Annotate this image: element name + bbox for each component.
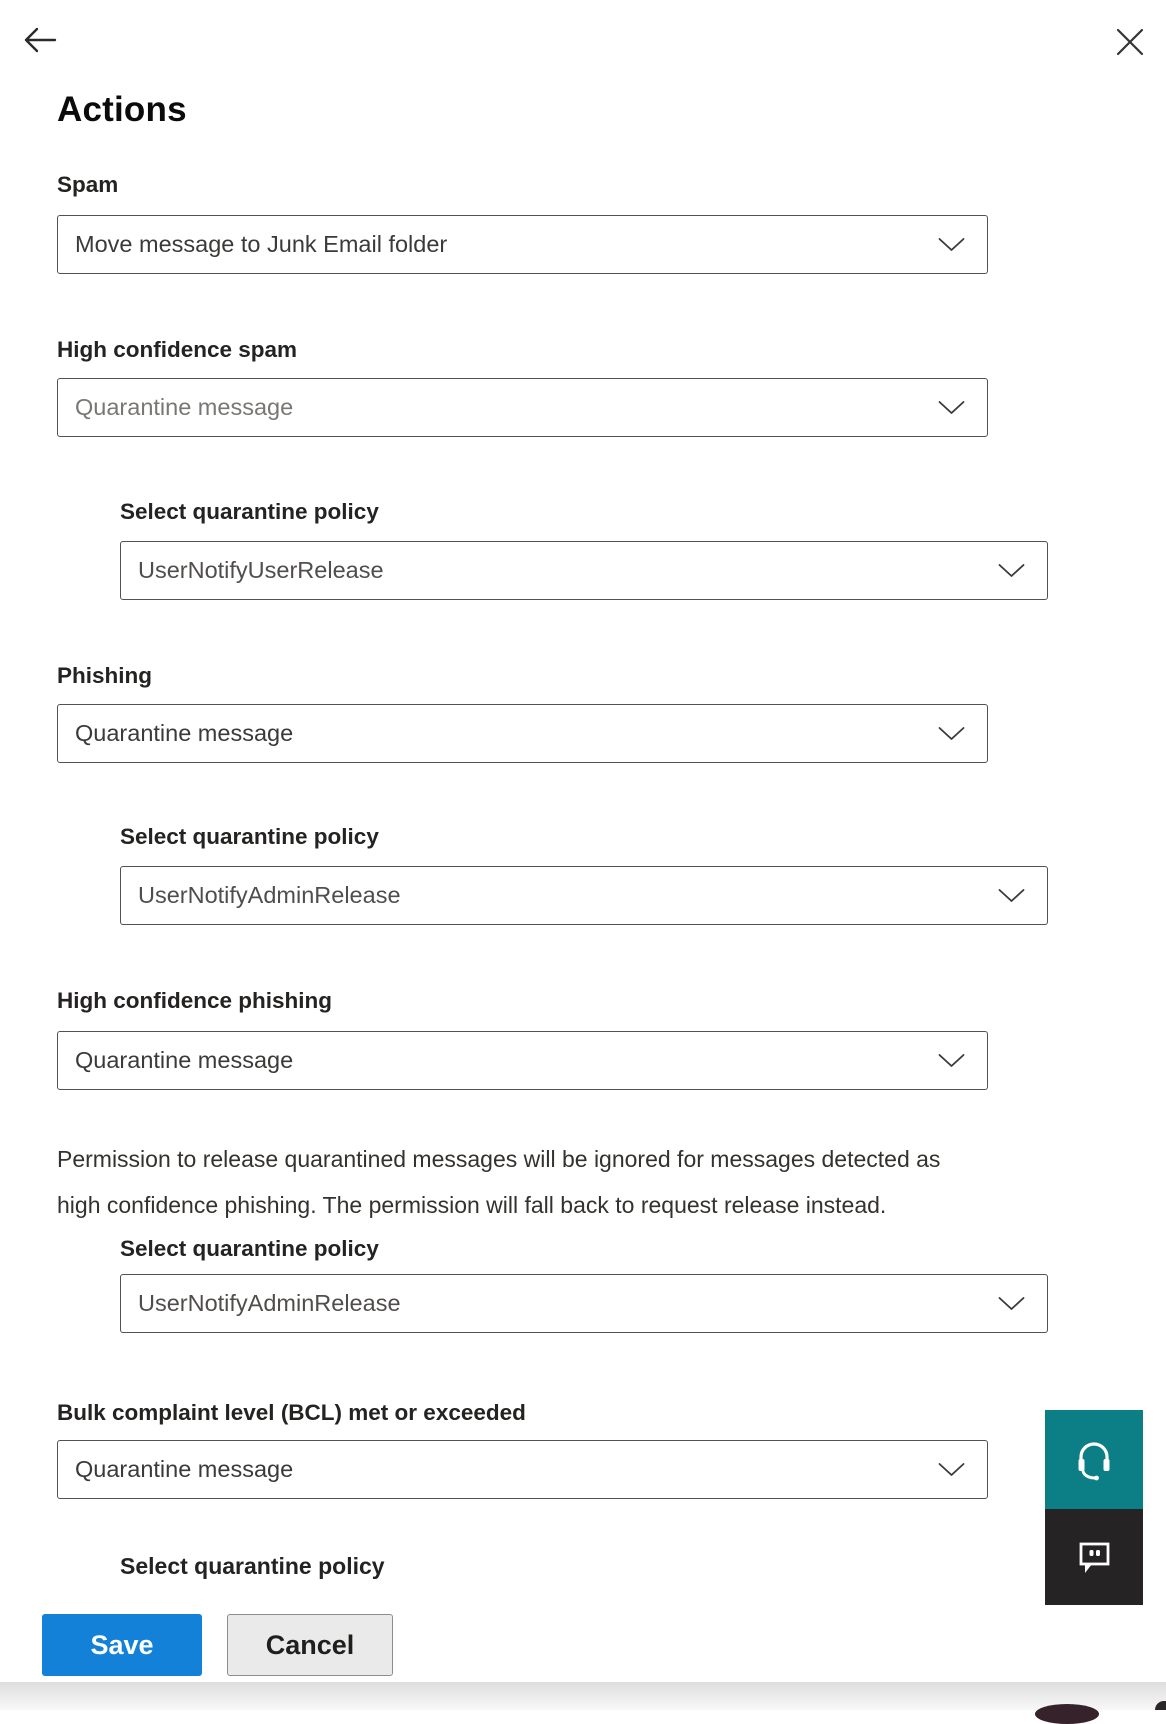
high-confidence-spam-select-value: Quarantine message — [75, 394, 294, 420]
close-icon — [1116, 28, 1144, 56]
phishing-quarantine-policy-value: UserNotifyAdminRelease — [138, 882, 401, 908]
arrow-left-icon — [22, 24, 58, 56]
save-button[interactable]: Save — [42, 1614, 202, 1676]
phishing-select-value: Quarantine message — [75, 720, 294, 746]
high-confidence-phishing-note — [57, 1136, 1067, 1228]
spam-select[interactable] — [57, 215, 988, 274]
phishing-quarantine-policy-select[interactable] — [120, 866, 1048, 925]
headset-icon — [1072, 1437, 1116, 1483]
spam-select-value: Move message to Junk Email folder — [75, 231, 448, 257]
high-confidence-spam-label: High confidence spam — [57, 337, 298, 362]
hcp-quarantine-policy-value: UserNotifyAdminRelease — [138, 1290, 401, 1316]
support-button[interactable] — [1045, 1410, 1143, 1509]
hcs-quarantine-policy-select[interactable] — [120, 541, 1048, 600]
bcl-quarantine-policy-label-truncated: Select quarantine policy — [120, 1553, 385, 1579]
chevron-down-icon — [938, 400, 965, 415]
high-confidence-phishing-select-value: Quarantine message — [75, 1047, 294, 1073]
cancel-button[interactable]: Cancel — [227, 1614, 393, 1676]
bcl-select[interactable] — [57, 1440, 988, 1499]
chevron-down-icon — [998, 563, 1025, 578]
note-line-2: high confidence phishing. The permission will fall back to request release instead. — [57, 1192, 887, 1218]
high-confidence-spam-select[interactable] — [57, 378, 988, 437]
note-line-1: Permission to release quarantined messages will be ignored for messages detected as — [57, 1146, 941, 1172]
page-title: Actions — [57, 90, 187, 129]
chevron-down-icon — [938, 1053, 965, 1068]
phishing-select[interactable] — [57, 704, 988, 763]
chevron-down-icon — [938, 726, 965, 741]
feedback-button[interactable] — [1045, 1509, 1143, 1605]
chat-bubble-icon — [1074, 1537, 1114, 1577]
hcp-quarantine-policy-label: Select quarantine policy — [120, 1236, 379, 1261]
high-confidence-phishing-label: High confidence phishing — [57, 988, 332, 1013]
chevron-down-icon — [998, 888, 1025, 903]
bcl-select-value: Quarantine message — [75, 1456, 294, 1482]
chevron-down-icon — [938, 1462, 965, 1477]
phishing-quarantine-policy-label: Select quarantine policy — [120, 824, 379, 849]
back-button[interactable] — [22, 22, 58, 58]
spam-label: Spam — [57, 172, 119, 197]
close-button[interactable] — [1112, 24, 1148, 60]
hcp-quarantine-policy-select[interactable] — [120, 1274, 1048, 1333]
high-confidence-phishing-select[interactable] — [57, 1031, 988, 1090]
bottom-corner-shape — [1035, 1704, 1099, 1724]
chevron-down-icon — [998, 1296, 1025, 1311]
hcs-quarantine-policy-value: UserNotifyUserRelease — [138, 557, 384, 583]
hcs-quarantine-policy-label: Select quarantine policy — [120, 499, 379, 524]
phishing-label: Phishing — [57, 663, 152, 688]
chevron-down-icon — [938, 237, 965, 252]
bcl-label: Bulk complaint level (BCL) met or exceeded — [57, 1400, 526, 1425]
bottom-gradient-strip — [0, 1682, 1166, 1710]
